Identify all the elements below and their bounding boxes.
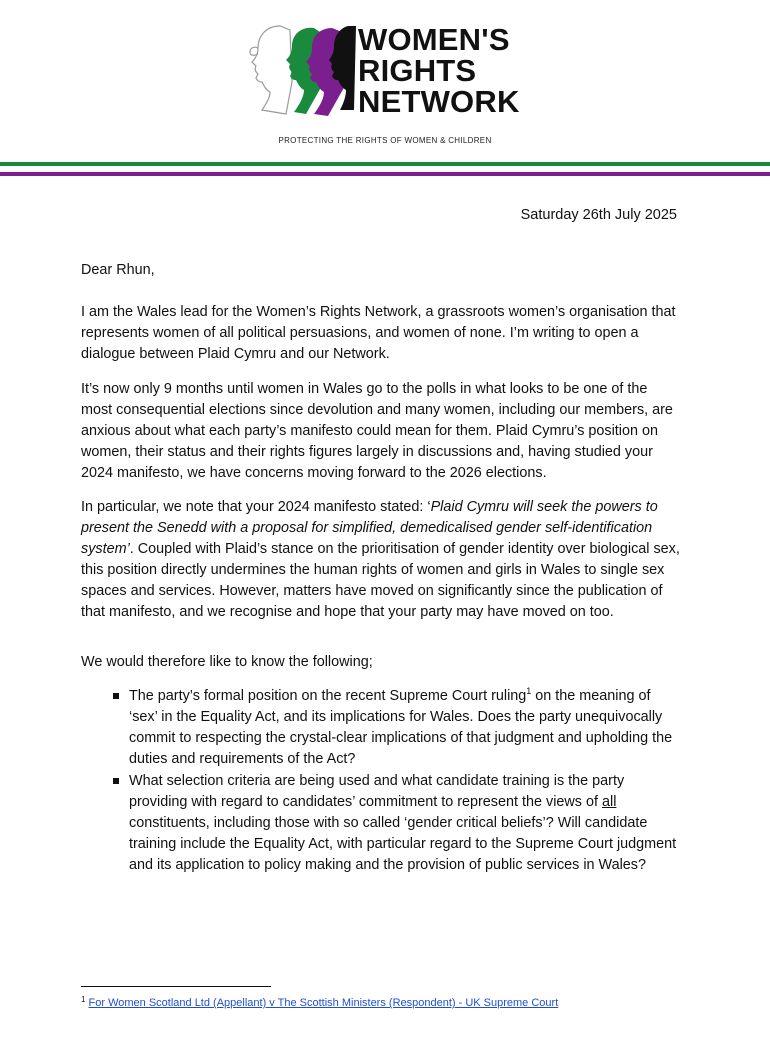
paragraph-1	[81, 302, 681, 365]
bullet-2-text-end: constituents, including those with so called ‘gender critical beliefs’? Will candidate training include the Equality Act, with particular regard to the Supreme Court judgment and its application to policy making and the provision of public services in Wales?	[129, 815, 677, 873]
paragraph-3-intro: In particular, we note that your 2024 manifesto stated: ‘	[81, 499, 431, 515]
brand-name-line-1: WOMEN'S	[358, 22, 510, 57]
header-rule-green	[0, 162, 770, 166]
manifesto-quote: Plaid Cymru will seek the powers to present the Senedd with a proposal for simplified, demedicalised gender self-identification system’	[81, 499, 658, 557]
paragraph-2	[81, 379, 681, 484]
brand-name-line-3: NETWORK	[358, 84, 520, 119]
square-bullet-icon	[113, 778, 119, 784]
emphasis-all: all	[602, 794, 617, 810]
brand-logo	[236, 22, 536, 132]
brand-name	[358, 24, 520, 117]
footnote-marker: 1	[81, 995, 86, 1004]
question-list	[81, 686, 681, 876]
header-rule-purple	[0, 172, 770, 176]
paragraph-3-text	[81, 497, 681, 623]
bullet-1-text-end: on the meaning of ‘sex’ in the Equality Act, and its implications for Wales. Does the party unequivocally commit to respecting the crystal-clear implications of that judgment and upholding the duties and requirements of the Act?	[129, 688, 673, 767]
bullet-2-text-start: What selection criteria are being used and what candidate training is the party providing with regard to candidates’ commitment to represent the views of	[129, 773, 625, 810]
letter-date: Saturday 26th July 2025	[520, 207, 677, 223]
square-bullet-icon	[113, 693, 119, 699]
three-women-profiles-logo-icon	[236, 22, 356, 122]
paragraph-1-text: I am the Wales lead for the Women’s Rights Network, a grassroots women’s organisation that represents women of all political persuasions, and women of none. I’m writing to open a dialogue between Plaid Cymru and our Network.	[81, 304, 676, 362]
paragraph-3	[81, 497, 681, 623]
salutation-text: Dear Rhun,	[81, 262, 155, 278]
footnote-reference: 1	[526, 686, 532, 697]
bullet-1-text-start: The party’s formal position on the recent Supreme Court ruling	[129, 688, 527, 704]
list-item	[81, 686, 681, 770]
list-item	[81, 771, 681, 876]
paragraph-4	[81, 652, 681, 673]
paragraph-4-text: We would therefore like to know the following;	[81, 654, 373, 670]
paragraph-2-text: It’s now only 9 months until women in Wales go to the polls in what looks to be one of the most consequential elections since devolution and many women, including our members, are anxious about what each party’s manifesto could mean for them. Plaid Cymru’s position on women, their status and their rights figures largely in discussions and, having studied your 2024 manifesto, we have concerns moving forward to the 2026 elections.	[81, 381, 673, 481]
paragraph-3-rest: . Coupled with Plaid’s stance on the prioritisation of gender identity over biological sex, this position directly undermines the human rights of women and girls in Wales to single sex spaces and services. However, matters have moved on significantly since the publication of that manifesto, and we recognise and hope that your party may have moved on too.	[81, 541, 680, 620]
brand-name-line-2: RIGHTS	[358, 53, 477, 88]
salutation	[81, 260, 681, 281]
footnote-link[interactable]: For Women Scotland Ltd (Appellant) v The Scottish Ministers (Respondent) - UK Supreme Court	[88, 997, 559, 1009]
footnote	[81, 995, 558, 1009]
footnote-divider	[81, 986, 271, 987]
brand-tagline: PROTECTING THE RIGHTS OF WOMEN & CHILDREN	[278, 136, 492, 145]
